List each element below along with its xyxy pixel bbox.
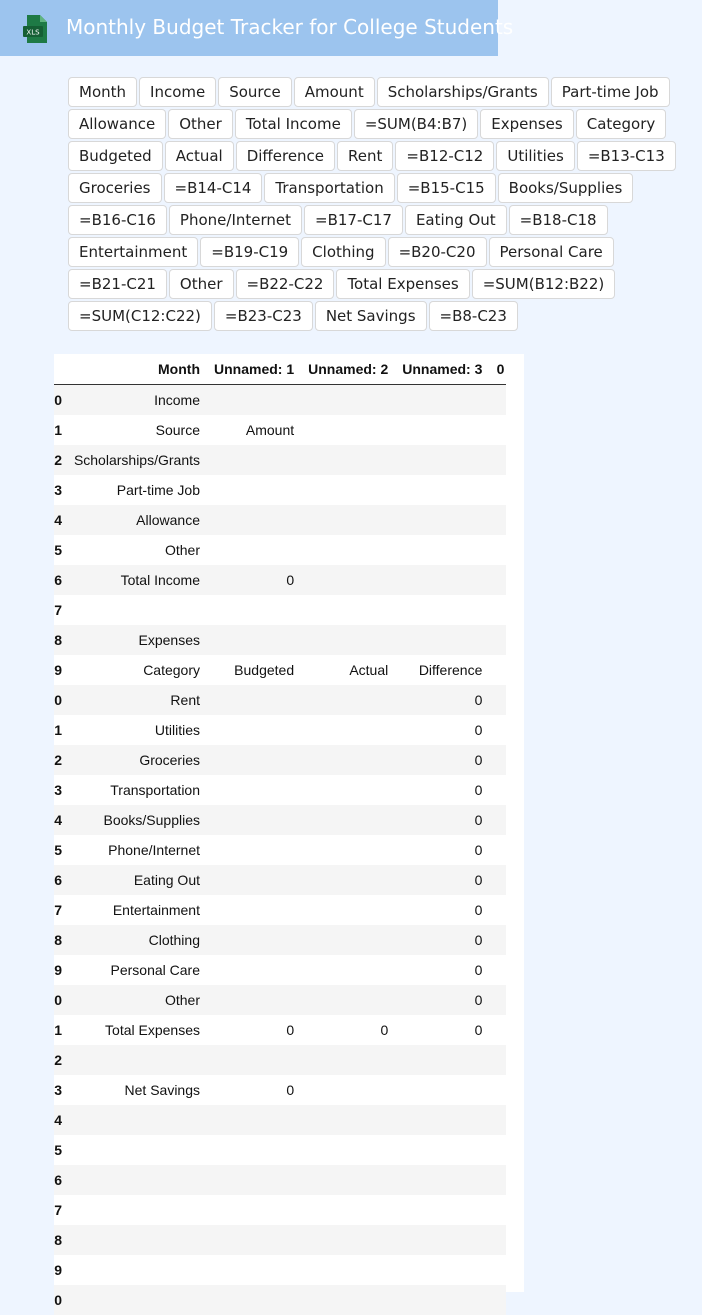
table-row: [54, 1225, 506, 1255]
value-chip[interactable]: Actual: [165, 141, 234, 171]
value-chip[interactable]: Source: [218, 77, 292, 107]
table-cell: [62, 1135, 208, 1165]
table-cell: [208, 475, 302, 505]
table-cell: [302, 505, 396, 535]
table-cell: [208, 625, 302, 655]
value-chip[interactable]: Allowance: [68, 109, 166, 139]
table-cell: [208, 865, 302, 895]
table-cell: [490, 1105, 506, 1135]
row-index: 1: [54, 722, 62, 738]
table-cell: [302, 1285, 396, 1315]
table-cell: [208, 715, 302, 745]
table-cell: Utilities: [154, 722, 200, 738]
table-row: [54, 655, 506, 685]
value-chip[interactable]: =B22-C22: [236, 269, 335, 299]
table-cell: [62, 1045, 208, 1075]
table-cell: [302, 745, 396, 775]
table-row: [54, 1165, 506, 1195]
row-index: 8: [54, 1232, 62, 1248]
table-cell: [302, 385, 396, 416]
value-chip[interactable]: =B16-C16: [68, 205, 167, 235]
row-index: 9: [54, 962, 62, 978]
column-header: Unnamed: 2: [302, 354, 396, 385]
table-cell: [490, 505, 506, 535]
table-cell: [302, 685, 396, 715]
value-chip[interactable]: Personal Care: [489, 237, 614, 267]
data-table-container[interactable]: [54, 354, 524, 1308]
table-cell: [208, 505, 302, 535]
row-index: 9: [54, 1262, 62, 1278]
row-index: 0: [54, 1292, 62, 1308]
value-chip[interactable]: Groceries: [68, 173, 162, 203]
value-chip[interactable]: Category: [576, 109, 667, 139]
table-cell: Actual: [349, 662, 389, 678]
table-cell: [208, 1225, 302, 1255]
table-row: [54, 685, 506, 715]
table-row: [54, 805, 506, 835]
value-chip[interactable]: Eating Out: [405, 205, 507, 235]
table-cell: [208, 535, 302, 565]
table-cell: [302, 835, 396, 865]
table-cell: [302, 1105, 396, 1135]
value-chip[interactable]: Month: [68, 77, 137, 107]
table-row: [54, 1285, 506, 1315]
table-cell: Phone/Internet: [108, 842, 200, 858]
table-cell: Net Savings: [124, 1082, 200, 1098]
table-row: [54, 415, 506, 445]
value-chip[interactable]: =B17-C17: [304, 205, 403, 235]
row-index: 3: [54, 782, 62, 798]
table-cell: [62, 1105, 208, 1135]
table-cell: [62, 1225, 208, 1255]
table-cell: [302, 445, 396, 475]
table-cell: [396, 1255, 490, 1285]
table-cell: Source: [155, 422, 200, 438]
table-cell: Budgeted: [234, 662, 295, 678]
table-cell: Entertainment: [112, 902, 200, 918]
table-cell: [208, 1135, 302, 1165]
row-index: 2: [54, 1052, 62, 1068]
table-cell: [396, 1105, 490, 1135]
row-index: 4: [54, 1112, 62, 1128]
table-cell: [302, 925, 396, 955]
row-index: 0: [54, 392, 62, 408]
table-cell: [208, 775, 302, 805]
value-chip[interactable]: Scholarships/Grants: [377, 77, 549, 107]
table-row: [54, 1075, 506, 1105]
table-cell: [302, 1135, 396, 1165]
table-cell: [396, 385, 490, 416]
cell-values-list: [68, 77, 678, 333]
value-chip[interactable]: =B8-C23: [429, 301, 518, 331]
table-cell: [302, 985, 396, 1015]
column-header: Month: [62, 354, 208, 385]
table-cell: [490, 685, 506, 715]
table-cell: [490, 1135, 506, 1165]
table-row: [54, 1195, 506, 1225]
table-cell: [490, 715, 506, 745]
table-cell: [302, 1255, 396, 1285]
table-cell: [208, 835, 302, 865]
row-index: 6: [54, 572, 62, 588]
table-cell: [490, 1285, 506, 1315]
table-cell: 0: [474, 992, 483, 1008]
row-index: 0: [54, 992, 62, 1008]
table-cell: [396, 1135, 490, 1165]
table-cell: 0: [474, 902, 483, 918]
value-chip[interactable]: Part-time Job: [551, 77, 670, 107]
value-chip[interactable]: Entertainment: [68, 237, 198, 267]
xls-file-icon: [20, 14, 50, 44]
value-chip[interactable]: Rent: [337, 141, 393, 171]
row-index: 8: [54, 632, 62, 648]
table-cell: [396, 535, 490, 565]
table-row: [54, 985, 506, 1015]
table-cell: [208, 1285, 302, 1315]
table-cell: [302, 565, 396, 595]
value-chip[interactable]: =B20-C20: [388, 237, 487, 267]
value-chip[interactable]: Net Savings: [315, 301, 427, 331]
value-chip[interactable]: =SUM(B4:B7): [354, 109, 478, 139]
table-cell: [490, 1225, 506, 1255]
table-cell: [302, 1075, 396, 1105]
value-chip[interactable]: =SUM(B12:B22): [472, 269, 616, 299]
table-cell: [490, 835, 506, 865]
row-index: 8: [54, 932, 62, 948]
table-cell: [490, 655, 506, 685]
table-cell: [208, 1165, 302, 1195]
row-index: 1: [54, 1022, 62, 1038]
table-cell: [490, 445, 506, 475]
table-cell: [490, 535, 506, 565]
table-cell: [302, 805, 396, 835]
table-cell: 0: [474, 872, 483, 888]
table-cell: [208, 385, 302, 416]
table-cell: [208, 685, 302, 715]
table-cell: Income: [154, 392, 200, 408]
table-cell: [490, 925, 506, 955]
table-cell: Total Expenses: [105, 1022, 200, 1038]
row-index: 7: [54, 1202, 62, 1218]
table-cell: 0: [474, 752, 483, 768]
table-cell: [208, 445, 302, 475]
value-chip[interactable]: Expenses: [480, 109, 573, 139]
table-cell: 0: [474, 782, 483, 798]
table-cell: [208, 745, 302, 775]
row-index: 6: [54, 872, 62, 888]
table-cell: [490, 1045, 506, 1075]
value-chip[interactable]: =B19-C19: [200, 237, 299, 267]
table-cell: [302, 1225, 396, 1255]
value-chip[interactable]: Income: [139, 77, 216, 107]
table-row: [54, 745, 506, 775]
table-cell: [302, 535, 396, 565]
table-cell: [490, 385, 506, 416]
table-cell: [396, 445, 490, 475]
table-cell: Other: [164, 992, 200, 1008]
table-cell: [396, 415, 490, 445]
value-chip[interactable]: =B12-C12: [395, 141, 494, 171]
value-chip[interactable]: Amount: [294, 77, 375, 107]
table-cell: [490, 1015, 506, 1045]
row-index: 0: [54, 692, 62, 708]
table-cell: [208, 1045, 302, 1075]
table-cell: [490, 775, 506, 805]
table-row: [54, 1045, 506, 1075]
table-cell: [208, 1195, 302, 1225]
table-cell: Total Income: [120, 572, 200, 588]
column-header: Unnamed: 3: [396, 354, 490, 385]
table-cell: 0: [474, 842, 483, 858]
row-index: 7: [54, 902, 62, 918]
table-cell: [396, 1075, 490, 1105]
table-cell: Rent: [170, 692, 200, 708]
row-index: 4: [54, 812, 62, 828]
table-cell: [302, 475, 396, 505]
table-cell: 0: [474, 812, 483, 828]
table-cell: 0: [474, 722, 483, 738]
table-row: [54, 715, 506, 745]
table-cell: Groceries: [139, 752, 200, 768]
value-chip[interactable]: =B21-C21: [68, 269, 167, 299]
row-index: 5: [54, 542, 62, 558]
table-row: [54, 895, 506, 925]
table-cell: [490, 415, 506, 445]
table-cell: [396, 565, 490, 595]
table-cell: [208, 955, 302, 985]
table-cell: [490, 1165, 506, 1195]
table-row: [54, 625, 506, 655]
table-cell: [302, 625, 396, 655]
value-chip[interactable]: Other: [168, 109, 233, 139]
table-row: [54, 955, 506, 985]
data-table: [54, 354, 506, 1315]
table-cell: [396, 1225, 490, 1255]
value-chip[interactable]: =B23-C23: [214, 301, 313, 331]
table-row: [54, 475, 506, 505]
row-index: 3: [54, 482, 62, 498]
table-cell: 0: [286, 1082, 295, 1098]
table-cell: [62, 595, 208, 625]
table-cell: [302, 715, 396, 745]
table-cell: [490, 895, 506, 925]
table-cell: [490, 1255, 506, 1285]
table-cell: [302, 1165, 396, 1195]
table-cell: [396, 625, 490, 655]
table-cell: [208, 1255, 302, 1285]
table-cell: Clothing: [148, 932, 200, 948]
row-index: 9: [54, 662, 62, 678]
table-cell: Allowance: [136, 512, 200, 528]
table-cell: [490, 985, 506, 1015]
table-cell: Personal Care: [110, 962, 200, 978]
table-cell: 0: [474, 1022, 483, 1038]
table-cell: Part-time Job: [116, 482, 200, 498]
value-chip[interactable]: Other: [169, 269, 234, 299]
row-index: 5: [54, 1142, 62, 1158]
table-row: [54, 775, 506, 805]
table-cell: 0: [474, 962, 483, 978]
table-cell: [490, 1195, 506, 1225]
table-cell: [302, 865, 396, 895]
value-chip[interactable]: =B13-C13: [577, 141, 676, 171]
table-cell: Scholarships/Grants: [73, 452, 200, 468]
table-cell: Expenses: [138, 632, 200, 648]
value-chip[interactable]: =B14-C14: [164, 173, 263, 203]
table-row: [54, 565, 506, 595]
table-cell: 0: [474, 692, 483, 708]
table-cell: [62, 1255, 208, 1285]
table-cell: Other: [164, 542, 200, 558]
table-row: [54, 535, 506, 565]
table-cell: 0: [286, 1022, 295, 1038]
table-cell: [62, 1285, 208, 1315]
column-header: 0: [490, 354, 506, 385]
column-header: Unnamed: 1: [208, 354, 302, 385]
table-cell: [208, 895, 302, 925]
table-cell: [208, 925, 302, 955]
value-chip[interactable]: Budgeted: [68, 141, 163, 171]
table-row: [54, 445, 506, 475]
table-row: [54, 1015, 506, 1045]
table-cell: [302, 1195, 396, 1225]
table-cell: Books/Supplies: [103, 812, 200, 828]
table-cell: [490, 1075, 506, 1105]
table-cell: [490, 595, 506, 625]
table-cell: 0: [286, 572, 295, 588]
table-row: [54, 925, 506, 955]
page-title: Monthly Budget Tracker for College Students: [66, 15, 514, 39]
row-index: 5: [54, 842, 62, 858]
table-cell: [490, 625, 506, 655]
table-cell: [490, 745, 506, 775]
value-chip[interactable]: Difference: [236, 141, 335, 171]
table-cell: [396, 1165, 490, 1195]
row-index: 4: [54, 512, 62, 528]
table-cell: Eating Out: [133, 872, 200, 888]
value-chip[interactable]: Transportation: [264, 173, 394, 203]
table-cell: [208, 1105, 302, 1135]
table-cell: [302, 895, 396, 925]
row-index: 1: [54, 422, 62, 438]
value-chip[interactable]: Phone/Internet: [169, 205, 302, 235]
table-cell: [396, 1045, 490, 1075]
table-cell: [396, 1195, 490, 1225]
row-index: 7: [54, 602, 62, 618]
table-cell: 0: [380, 1022, 389, 1038]
table-cell: [208, 985, 302, 1015]
table-row: [54, 595, 506, 625]
table-cell: [208, 595, 302, 625]
column-header: [54, 354, 62, 385]
table-cell: [302, 415, 396, 445]
table-cell: [490, 865, 506, 895]
table-row: [54, 865, 506, 895]
table-cell: [62, 1195, 208, 1225]
value-chip[interactable]: Utilities: [496, 141, 574, 171]
value-chip[interactable]: Clothing: [301, 237, 385, 267]
table-cell: Category: [143, 662, 200, 678]
table-row: [54, 505, 506, 535]
table-cell: Transportation: [110, 782, 200, 798]
table-header-row: [54, 354, 506, 385]
table-cell: [302, 1045, 396, 1075]
table-cell: [490, 955, 506, 985]
table-cell: 0: [474, 932, 483, 948]
table-cell: [490, 565, 506, 595]
value-chip[interactable]: Total Income: [235, 109, 352, 139]
table-cell: [62, 1165, 208, 1195]
row-index: 3: [54, 1082, 62, 1098]
value-chip[interactable]: Total Expenses: [336, 269, 469, 299]
table-row: [54, 1135, 506, 1165]
table-cell: [302, 955, 396, 985]
table-cell: Difference: [418, 662, 483, 678]
value-chip[interactable]: =SUM(C12:C22): [68, 301, 212, 331]
table-cell: [490, 805, 506, 835]
xls-icon-label: XLS: [26, 28, 40, 37]
table-row: [54, 1255, 506, 1285]
value-chip[interactable]: =B15-C15: [397, 173, 496, 203]
value-chip[interactable]: Books/Supplies: [498, 173, 634, 203]
row-index: 2: [54, 752, 62, 768]
table-cell: Amount: [245, 422, 295, 438]
table-cell: [396, 595, 490, 625]
value-chip[interactable]: =B18-C18: [509, 205, 608, 235]
table-row: [54, 1105, 506, 1135]
table-row: [54, 385, 506, 416]
table-cell: [490, 475, 506, 505]
row-index: 6: [54, 1172, 62, 1188]
title-bar: [0, 0, 514, 56]
table-cell: [396, 505, 490, 535]
table-cell: [302, 595, 396, 625]
row-index: 2: [54, 452, 62, 468]
table-cell: [302, 775, 396, 805]
table-row: [54, 835, 506, 865]
table-cell: [396, 1285, 490, 1315]
table-cell: [208, 805, 302, 835]
table-cell: [396, 475, 490, 505]
